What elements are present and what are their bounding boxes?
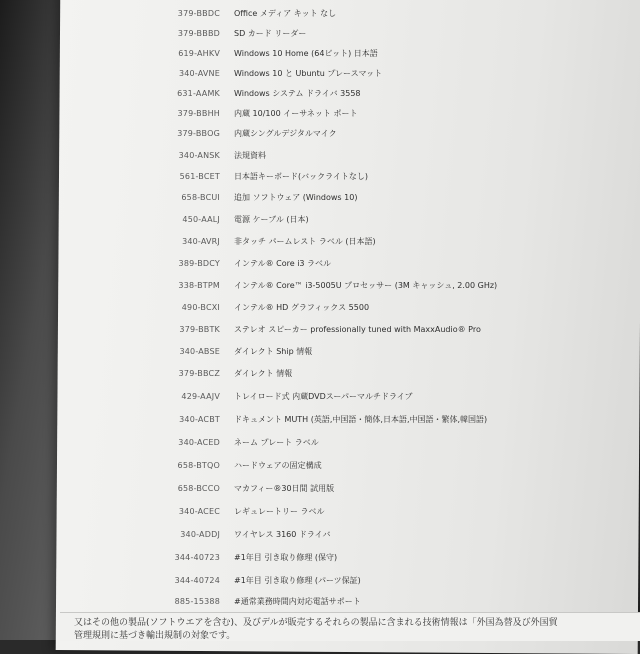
part-description: インテル® Core™ i3-5005U プロセッサー (3M キャッシュ, 2.00 GHz) (234, 280, 498, 290)
part-description: トレイロード式 内蔵DVDスーパーマルチドライブ (234, 391, 413, 401)
parts-list (70, 0, 630, 654)
part-description: #通常業務時間内対応電話サポート (234, 596, 361, 606)
part-description: 電源 ケーブル (日本) (234, 214, 309, 224)
part-description: インテル® Core i3 ラベル (234, 258, 332, 268)
part-code: 429-AAJV (181, 391, 220, 401)
part-description: ステレオ スピーカー professionally tuned with MaxxAudio® Pro (234, 324, 481, 334)
part-description: インテル® HD グラフィックス 5500 (234, 302, 370, 312)
part-code: 490-BCXI (181, 302, 220, 312)
part-description: Windows 10 Home (64ビット) 日本語 (234, 48, 378, 58)
part-description: 内蔵シングルデジタルマイク (234, 128, 337, 138)
part-code: 658-BTQO (177, 460, 220, 470)
part-code: 340-ADDJ (180, 529, 220, 539)
part-code: 561-BCET (179, 171, 220, 181)
part-description: 追加 ソフトウェア (Windows 10) (234, 192, 358, 202)
part-code: 885-15388 (174, 596, 220, 606)
part-description: Windows システム ドライバ 3558 (234, 88, 361, 98)
part-description: SD カード リーダー (234, 28, 307, 38)
part-description: ネーム プレート ラベル (234, 437, 319, 447)
part-code: 379-BBTK (179, 324, 220, 334)
part-code: 450-AALJ (182, 214, 220, 224)
part-description: ハードウェアの固定構成 (234, 460, 322, 470)
part-description: ワイヤレス 3160 ドライバ (234, 529, 331, 539)
part-description: 内蔵 10/100 イーサネット ポート (234, 108, 358, 118)
part-description: 日本語キーボード(バックライトなし) (234, 171, 369, 181)
part-code: 389-BDCY (178, 258, 220, 268)
part-code: 379-BBCZ (178, 368, 220, 378)
legal-notice (60, 612, 640, 641)
part-code: 619-AHKV (178, 48, 220, 58)
part-description: Windows 10 と Ubuntu プレースマット (234, 68, 383, 78)
part-code: 344-40723 (174, 552, 220, 562)
part-description: 非タッチ パームレスト ラベル (日本語) (234, 236, 376, 246)
part-description: 法規資料 (234, 150, 266, 160)
part-code: 379-BBDC (177, 8, 220, 18)
part-code: 340-ABSE (179, 346, 220, 356)
part-code: 340-ACEC (178, 506, 220, 516)
part-description: レギュレートリー ラベル (234, 506, 325, 516)
part-code: 340-AVRJ (182, 236, 220, 246)
part-code: 658-BCUI (181, 192, 220, 202)
legal-notice-line: 管理規則に基づき輸出規制の対象です。 (74, 631, 236, 641)
part-code: 338-BTPM (178, 280, 220, 290)
part-code: 340-AVNE (178, 68, 220, 78)
part-description: マカフィー®30日間 試用版 (234, 483, 335, 493)
part-description: ダイレクト 情報 (234, 368, 293, 378)
part-code: 379-BBHH (177, 108, 220, 118)
part-code: 340-ACBT (179, 414, 220, 424)
part-code: 658-BCCO (177, 483, 220, 493)
part-code: 340-ANSK (178, 150, 220, 160)
part-description: ダイレクト Ship 情報 (234, 346, 313, 356)
part-description: #1年目 引き取り修理 (パーツ保証) (234, 575, 361, 585)
part-description: Office メディア キット なし (234, 8, 337, 18)
part-code: 340-ACED (178, 437, 220, 447)
part-code: 379-BBOG (177, 128, 220, 138)
part-description: #1年目 引き取り修理 (保守) (234, 552, 338, 562)
part-code: 379-BBBD (177, 28, 220, 38)
part-code: 344-40724 (174, 575, 220, 585)
part-code: 631-AAMK (177, 88, 220, 98)
part-description: ドキュメント MUTH (英語,中国語・簡体,日本語,中国語・繁体,韓国語) (234, 414, 488, 424)
legal-notice-line: 又はその他の製品(ソフトウエアを含む)、及びデルが販売するそれらの製品に含まれる技術情報は「外国為替及び外国貿 (74, 618, 558, 628)
